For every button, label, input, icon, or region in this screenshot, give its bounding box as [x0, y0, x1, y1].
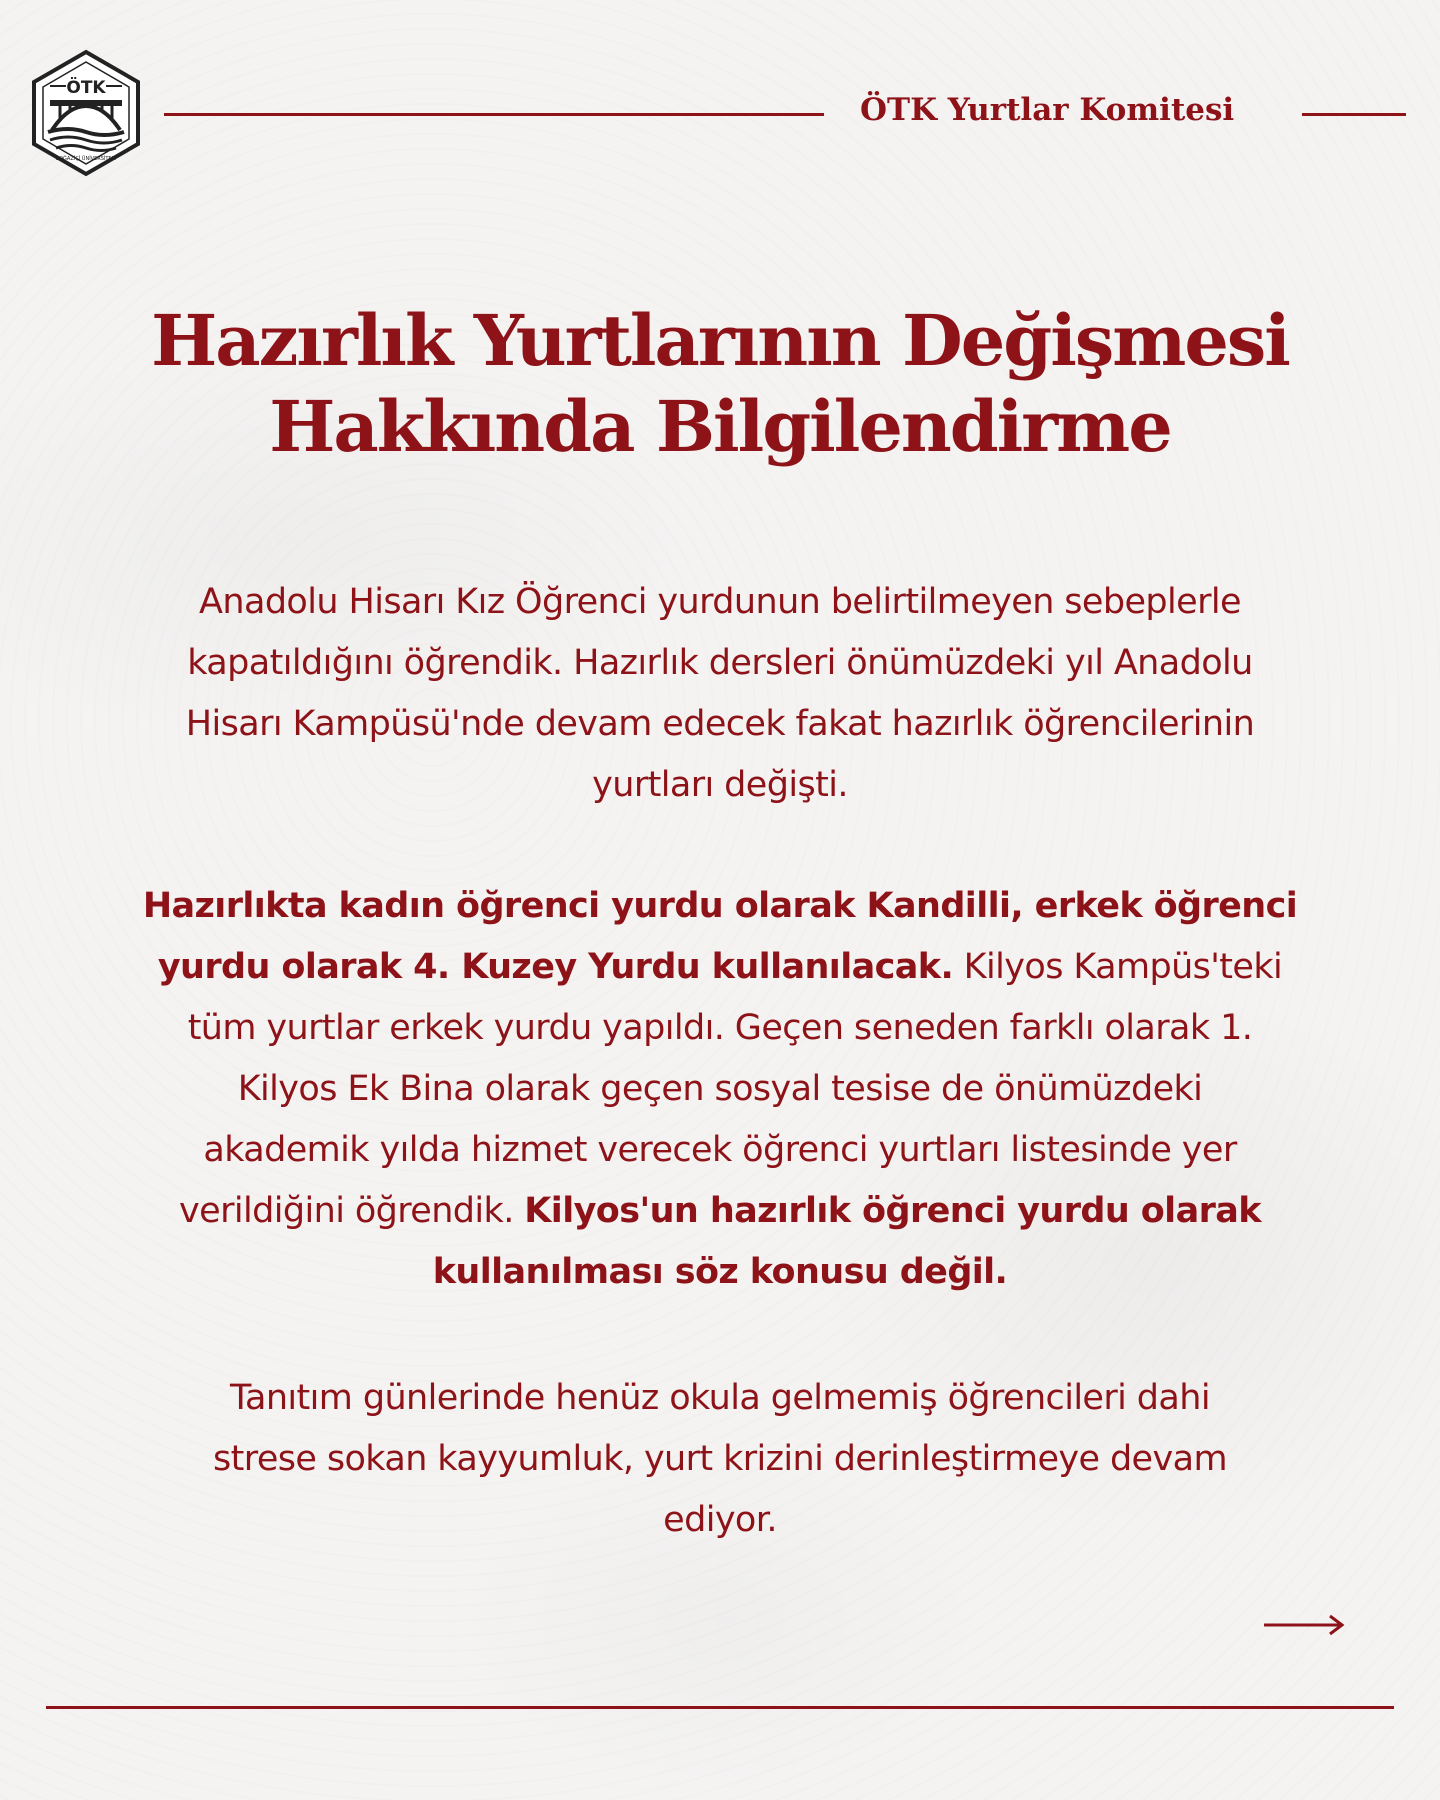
bold-text: yurdu olarak 4. Kuzey Yurdu kullanılacak. — [157, 947, 954, 987]
paragraph-2-line: akademik yılda hizmet verecek öğrenci yurtları listesinde yer — [203, 1130, 1237, 1170]
bold-text: kullanılması söz konusu değil. — [432, 1252, 1008, 1292]
paragraph-2-line — [60, 1181, 1380, 1242]
header-organization: ÖTK Yurtlar Komitesi — [860, 92, 1235, 128]
paragraph-3-line: ediyor. — [663, 1500, 777, 1540]
otk-logo-icon — [28, 48, 144, 178]
header-rule-right — [1302, 113, 1406, 116]
paragraph-1 — [60, 572, 1380, 816]
paragraph-1-line: Anadolu Hisarı Kız Öğrenci yurdunun belirtilmeyen sebeplerle — [199, 582, 1241, 622]
paragraph-1-line: Hisarı Kampüsü'nde devam edecek fakat hazırlık öğrencilerinin — [185, 704, 1255, 744]
paragraph-2-line — [60, 876, 1380, 937]
normal-text: verildiğini öğrendik. — [179, 1191, 525, 1231]
paragraph-2-line — [60, 937, 1380, 998]
paragraph-2-line — [60, 1242, 1380, 1303]
footer-rule — [46, 1706, 1394, 1709]
paragraph-1-line: yurtları değişti. — [592, 765, 848, 805]
paragraph-1-line: kapatıldığını öğrendik. Hazırlık dersleri önümüzdeki yıl Anadolu — [187, 643, 1253, 683]
page-title-line-1: Hazırlık Yurtlarının Değişmesi — [151, 299, 1289, 382]
paragraph-2-line: Kilyos Ek Bina olarak geçen sosyal tesise de önümüzdeki — [237, 1069, 1203, 1109]
paragraph-3-line: Tanıtım günlerinde henüz okula gelmemiş öğrencileri dahi — [230, 1378, 1210, 1418]
logo-text: ÖTK — [66, 78, 106, 98]
arrow-right-icon[interactable] — [1262, 1612, 1346, 1638]
bold-text: Hazırlıkta kadın öğrenci yurdu olarak Kandilli, erkek öğrenci — [142, 886, 1298, 926]
page-title-line-2: Hakkında Bilgilendirme — [269, 385, 1171, 468]
page-title — [60, 298, 1380, 470]
paragraph-2-line: tüm yurtlar erkek yurdu yapıldı. Geçen seneden farklı olarak 1. — [187, 1008, 1253, 1048]
logo-ring-text: BOĞAZİÇİ ÜNİVERSİTESİ — [55, 156, 117, 162]
paragraph-2 — [60, 876, 1380, 1303]
bold-text: Kilyos'un hazırlık öğrenci yurdu olarak — [524, 1191, 1261, 1231]
paragraph-3 — [60, 1368, 1380, 1551]
normal-text: Kilyos Kampüs'teki — [953, 947, 1283, 987]
paragraph-3-line: strese sokan kayyumluk, yurt krizini derinleştirmeye devam — [213, 1439, 1227, 1479]
header-rule-left — [164, 113, 824, 116]
